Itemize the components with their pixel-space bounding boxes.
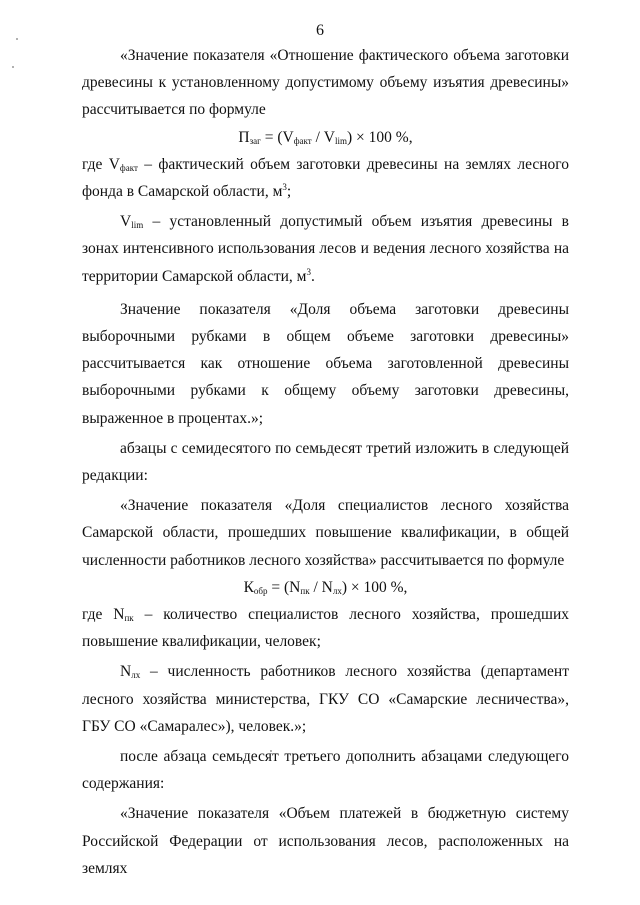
scan-speck [12,66,14,68]
paragraph-amendment-instruction: абзацы с семидесятого по семьдесят третий изложить в следующей редакции: [82,439,569,485]
definition-n-lx: $N_{лх}$ – численность работников лесного хозяйства (департамент лесного хозяйства министерства, ГКУ СО «Самарские лесничества», ГБУ СО «Самаралес»), человек.»; [82,663,569,735]
paragraph-specialists-share: «Значение показателя «Доля специалистов лесного хозяйства Самарской области, прошедших повышение квалификации, в общей численности работников лесного хозяйства» рассчитывается по формуле [82,497,569,569]
formula-harvest-ratio: $П_{заг} = (V_{факт} / V_{lim}) \times 100$ %, [238,128,413,146]
definition-n-pk: где $N_{пк}$ – количество специалистов лесного хозяйства, прошедших повышение квалификации, человек; [82,606,570,651]
formula-specialists-share: $К_{обр} = (N_{пк} / N_{лх}) \times 100$ %, [243,578,408,596]
page-number: 6 [316,22,324,39]
paragraph-indicator-harvest-ratio: «Значение показателя «Отношение фактического объема заготовки древесины к установленному допустимому объему изъятия древесины» рассчитывается по формуле [82,47,569,119]
paragraph-addition-instruction: после абзаца семьдесят третьего дополнить абзацами следующего содержания: [82,748,569,793]
definition-v-lim: $V_{lim}$ – установленный допустимый объем изъятия древесины в зонах интенсивного использования лесов и ведения лесного хозяйства на территории Самарской области, $м^3$. [82,213,569,285]
definition-v-fact: где $V_{факт}$ – фактический объем заготовки древесины на землях лесного фонда в Самарской области, $м^3$; [82,155,569,201]
document-body [82,42,569,882]
paragraph-selective-felling-share: Значение показателя «Доля объема заготовки древесины выборочными рубками в общем объеме заготовки древесины» рассчитывается как отношение объема заготовленной древесины выборочными рубками к общему объему заготовки древесины, выраженное в процентах.»; [82,300,569,427]
paragraph-payments-volume: «Значение показателя «Объем платежей в бюджетную систему Российской Федерации от использования лесов, расположенных на землях [82,805,569,877]
